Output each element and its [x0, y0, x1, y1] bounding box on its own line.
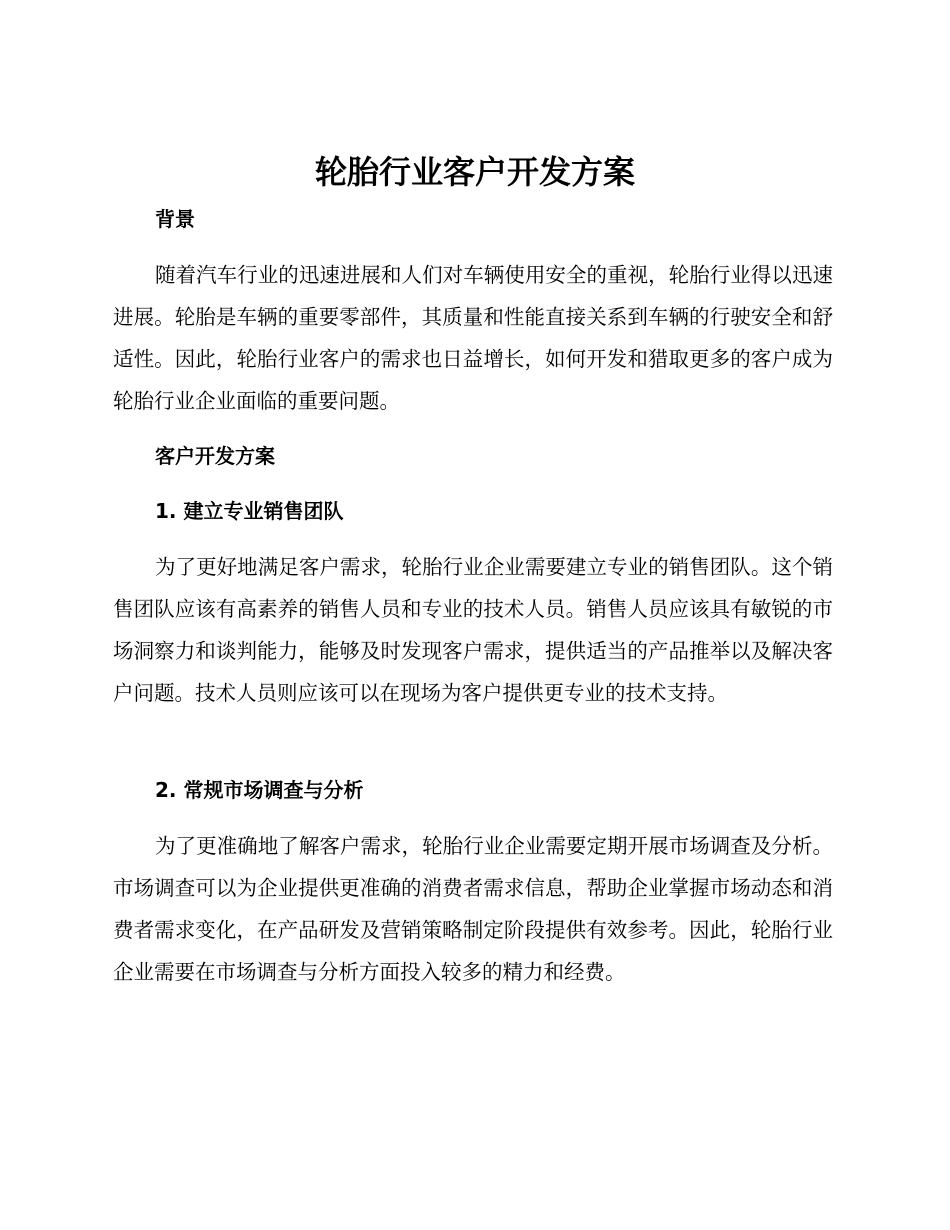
heading-customer-development-plan: 客户开发方案	[155, 444, 275, 468]
heading-sales-team: 1. 建立专业销售团队	[155, 499, 344, 523]
heading-background: 背景	[155, 207, 195, 231]
heading-market-research: 2. 常规市场调查与分析	[155, 778, 364, 802]
document-title: 轮胎行业客户开发方案	[314, 153, 635, 191]
paragraph-sales-team: 为了更好地满足客户需求，轮胎行业企业需要建立专业的销售团队。这个销售团队应该有高素养的销售人员和专业的技术人员。销售人员应该具有敏锐的市场洞察力和谈判能力，能够及时发现客户需求，提供适当的产品推举以及解决客户问题。技术人员则应该可以在现场为客户提供更专业的技术支持。	[113, 555, 833, 705]
paragraph-background: 随着汽车行业的迅速进展和人们对车辆使用安全的重视，轮胎行业得以迅速进展。轮胎是车辆的重要零部件，其质量和性能直接关系到车辆的行驶安全和舒适性。因此，轮胎行业客户的需求也日益增长，如何开发和猎取更多的客户成为轮胎行业企业面临的重要问题。	[113, 263, 833, 413]
paragraph-market-research: 为了更准确地了解客户需求，轮胎行业企业需要定期开展市场调查及分析。市场调查可以为企业提供更准确的消费者需求信息，帮助企业掌握市场动态和消费者需求变化，在产品研发及营销策略制定阶段提供有效参考。因此，轮胎行业企业需要在市场调查与分析方面投入较多的精力和经费。	[113, 834, 833, 984]
